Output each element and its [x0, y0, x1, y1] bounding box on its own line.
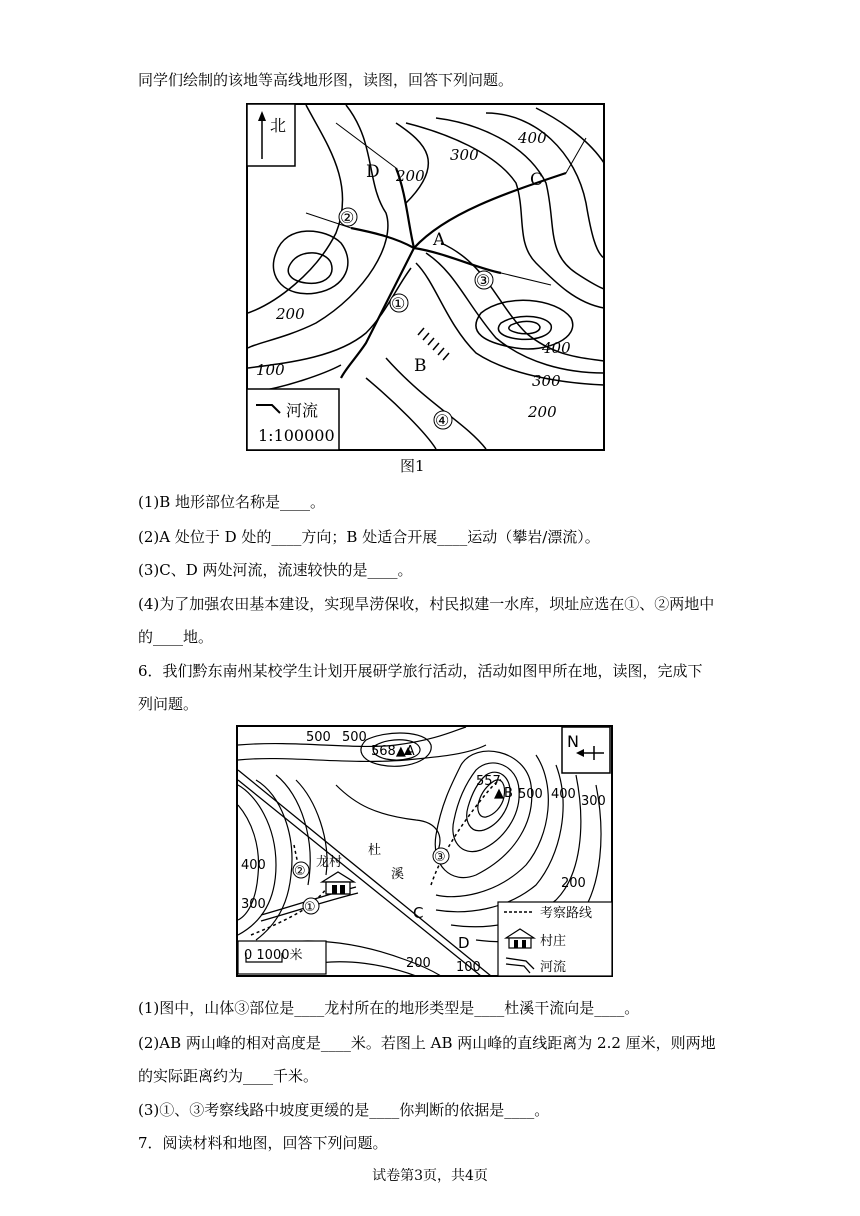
- contour-map-1: [246, 103, 606, 451]
- q6-stem-b: 列问题。: [138, 695, 199, 713]
- contour-label-300-right: 300: [532, 372, 561, 390]
- point-3: ③: [476, 271, 491, 290]
- point-1: ①: [391, 294, 406, 313]
- q6-stem-a: 6．我们黔东南州某校学生计划开展研学旅行活动，活动如图甲所在地，读图，完成下: [138, 662, 703, 680]
- peak-B-elevation: 557: [476, 774, 501, 789]
- river-label-du: 杜: [368, 843, 382, 858]
- river-label-xi: 溪: [391, 867, 405, 882]
- q5-4b: 的____地。: [138, 628, 214, 646]
- q5-4a: (4)为了加强农田基本建设，实现旱涝保收，村民拟建一水库，坝址应选在①、②两地中: [138, 595, 715, 613]
- route-point-2: ②: [294, 864, 306, 879]
- label-B: B: [414, 356, 427, 376]
- q5-2: (2)A 处位于 D 处的____方向；B 处适合开展____运动（攀岩/漂流）。: [138, 528, 600, 546]
- map1-scale: 1:100000: [258, 426, 335, 445]
- village-name: 龙村: [316, 855, 343, 870]
- point-4: ④: [435, 411, 450, 430]
- map2-north: N: [567, 732, 579, 751]
- contour-label-200-top: 200: [396, 167, 425, 185]
- q6-2a: (2)AB 两山峰的相对高度是____米。若图上 AB 两山峰的直线距离为 2.2 厘米，则两地: [138, 1034, 716, 1052]
- contour-label-300-top: 300: [450, 146, 479, 164]
- label-D: D: [366, 162, 380, 182]
- contour-label-400-top: 400: [518, 129, 547, 147]
- north-label: 北: [270, 116, 287, 135]
- q5-1: (1)B 地形部位名称是____。: [138, 493, 326, 511]
- label-C: C: [530, 170, 544, 190]
- map2-contour-400-a: 400: [551, 787, 576, 802]
- legend-route: 考察路线: [540, 906, 593, 921]
- contour-label-100: 100: [256, 361, 285, 379]
- peak-B-label: ▲B: [494, 786, 513, 801]
- contour-label-200-right: 200: [528, 403, 557, 421]
- legend-village: 村庄: [540, 934, 567, 949]
- q6-3: (3)①、③考察线路中坡度更缓的是____你判断的依据是____。: [138, 1101, 550, 1119]
- contour-label-400-right: 400: [542, 339, 571, 357]
- point-2: ②: [340, 208, 355, 227]
- map2-contour-500-a: 500: [306, 730, 331, 745]
- route-point-1: ①: [304, 900, 316, 915]
- q7-stem: 7．阅读材料和地图，回答下列问题。: [138, 1134, 388, 1152]
- q6-2b: 的实际距离约为____千米。: [138, 1067, 319, 1085]
- label-C: C: [413, 904, 424, 922]
- peak-A-label: 568▲A: [371, 744, 415, 759]
- q5-3: (3)C、D 两处河流，流速较快的是____。: [138, 561, 413, 579]
- contour-label-200-left: 200: [276, 305, 305, 323]
- figure-1-caption: 图1: [400, 457, 425, 475]
- legend-river: 河流: [286, 401, 319, 420]
- contour-map-2: [236, 725, 614, 978]
- label-D: D: [458, 934, 470, 952]
- label-A: A: [433, 230, 446, 250]
- q6-1: (1)图中，山体③部位是____龙村所在的地形类型是____杜溪干流向是____。: [138, 999, 640, 1017]
- route-point-3: ③: [434, 850, 446, 865]
- intro-text: 同学们绘制的该地等高线地形图，读图，回答下列问题。: [138, 71, 514, 89]
- map2-contour-500-b: 500: [342, 730, 367, 745]
- legend-river: 河流: [540, 960, 567, 975]
- map2-contour-200-a: 200: [561, 876, 586, 891]
- map2-contour-500-c: 500: [518, 787, 543, 802]
- page-footer: 试卷第3页，共4页: [372, 1168, 488, 1184]
- map2-contour-300-b: 300: [241, 897, 266, 912]
- map2-contour-100: 100: [456, 960, 481, 975]
- map2-contour-400-b: 400: [241, 858, 266, 873]
- map2-scale: 0 1000米: [244, 948, 303, 963]
- map2-contour-300-a: 300: [581, 794, 606, 809]
- map2-contour-200-b: 200: [406, 956, 431, 971]
